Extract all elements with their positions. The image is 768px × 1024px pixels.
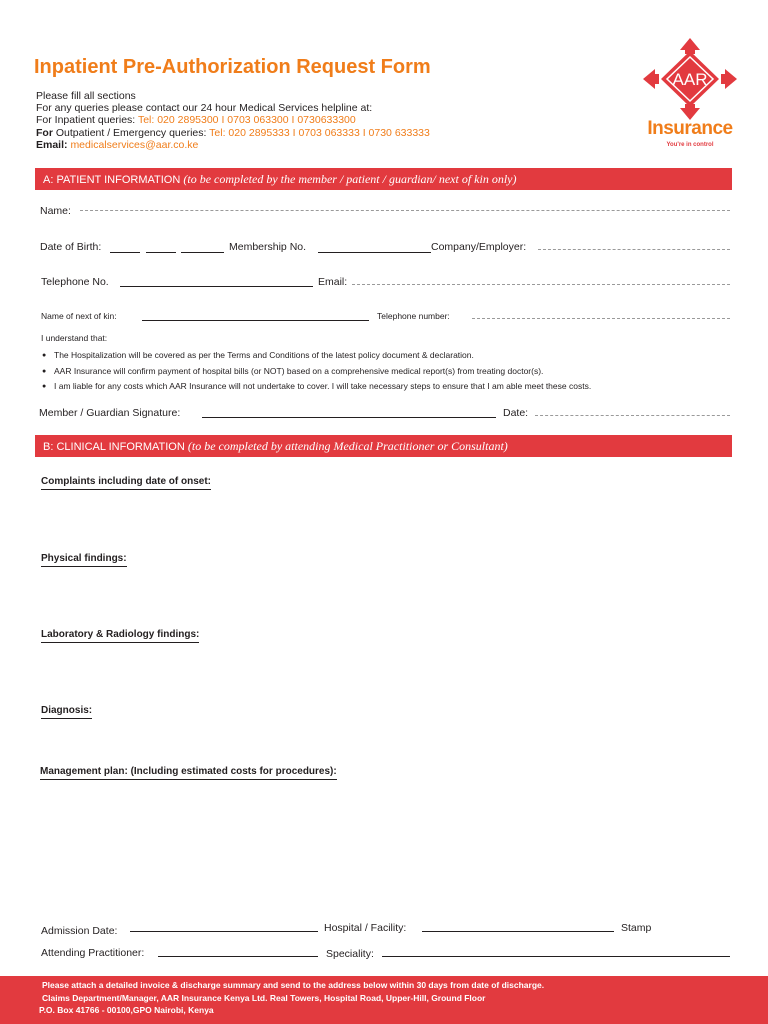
list-item: ● I am liable for any costs which AAR Insurance will not undertake to cover. I will take necessary steps to ensure that I am able meet these costs.: [42, 379, 591, 395]
next-of-kin-label: Name of next of kin:: [41, 311, 117, 321]
email-field-label: Email:: [318, 276, 348, 288]
name-label: Name:: [40, 205, 71, 217]
telephone-field[interactable]: [120, 286, 313, 287]
page-title: Inpatient Pre-Authorization Request Form: [34, 56, 431, 78]
inpatient-phones: Tel: 020 2895300 I 0703 063300 I 0730633300: [137, 114, 356, 127]
footer-po-box: P.O. Box 41766 - 00100,GPO Nairobi, Kenya: [39, 1005, 214, 1015]
section-a-header: [35, 168, 732, 190]
hospital-field[interactable]: [422, 931, 614, 932]
dob-label: Date of Birth:: [40, 241, 102, 253]
logo-mark: AAR: [672, 70, 708, 89]
inpatient-line: [36, 114, 430, 126]
aar-arrows-icon: [640, 38, 740, 120]
diagnosis-heading: Diagnosis:: [41, 705, 92, 719]
inpatient-label: For Inpatient queries:: [36, 114, 138, 127]
kin-telephone-field[interactable]: [472, 318, 730, 319]
intro-text: [36, 90, 430, 151]
outpatient-label: Outpatient / Emergency queries:: [52, 126, 210, 139]
outpatient-phones: Tel: 020 2895333 I 0703 063333 I 0730 633333: [209, 126, 430, 139]
physical-findings-heading: Physical findings:: [41, 553, 127, 567]
list-item: ● The Hospitalization will be covered as per the Terms and Conditions of the latest policy document & declaration.: [42, 348, 591, 364]
outpatient-line: [36, 127, 430, 139]
section-a-title: A: PATIENT INFORMATION: [43, 174, 184, 186]
logo-brand: Insurance: [647, 118, 733, 139]
aar-logo: [640, 38, 740, 150]
helpline-line: For any queries please contact our 24 hour Medical Services helpline at:: [36, 102, 373, 115]
email-label: Email:: [36, 138, 71, 151]
company-field[interactable]: [538, 249, 730, 250]
membership-label: Membership No.: [229, 241, 307, 253]
kin-telephone-label: Telephone number:: [377, 311, 450, 321]
list-item: ● AAR Insurance will confirm payment of hospital bills (or NOT) based on a comprehensive medical report(s) from treating doctor(s).: [42, 364, 591, 380]
management-plan-heading: Management plan: (Including estimated costs for procedures):: [40, 766, 337, 780]
speciality-field[interactable]: [382, 956, 730, 957]
practitioner-field[interactable]: [158, 956, 318, 957]
instruction-line: Please fill all sections: [36, 90, 136, 102]
footer-instruction: Please attach a detailed invoice & discharge summary and send to the address below within 30 days from date of discharge.: [42, 980, 545, 990]
next-of-kin-field[interactable]: [142, 320, 369, 321]
signature-label: Member / Guardian Signature:: [39, 407, 181, 419]
section-b-title: B: CLINICAL INFORMATION: [43, 441, 188, 453]
dob-day-field[interactable]: [110, 252, 140, 253]
dob-year-field[interactable]: [181, 252, 224, 253]
hospital-label: Hospital / Facility:: [324, 922, 407, 934]
email-link[interactable]: medicalservices@aar.co.ke: [70, 138, 199, 151]
stamp-label: Stamp: [621, 922, 652, 934]
complaints-heading: Complaints including date of onset:: [41, 476, 211, 490]
dob-month-field[interactable]: [146, 252, 176, 253]
footer-bar: [0, 976, 768, 1024]
section-a-note: (to be completed by the member / patient / guardian/ next of kin only): [183, 172, 517, 186]
logo-tagline: You're in control: [666, 142, 714, 148]
email-line: [36, 139, 430, 151]
telephone-label: Telephone No.: [41, 276, 109, 288]
outpatient-for: For: [36, 126, 53, 139]
company-label: Company/Employer:: [431, 241, 527, 253]
membership-field[interactable]: [318, 252, 431, 253]
name-field[interactable]: [80, 210, 730, 211]
lab-findings-heading: Laboratory & Radiology findings:: [41, 629, 199, 643]
section-b-note: (to be completed by attending Medical Practitioner or Consultant): [187, 439, 508, 453]
date-field[interactable]: [535, 415, 730, 416]
terms-list: [42, 348, 591, 395]
footer-address: Claims Department/Manager, AAR Insurance Kenya Ltd. Real Towers, Hospital Road, Upper-Hill, Ground Floor: [42, 992, 486, 1003]
admission-date-label: Admission Date:: [41, 925, 118, 937]
section-b-header: [35, 435, 732, 457]
signature-field[interactable]: [202, 417, 496, 418]
understand-label: I understand that:: [41, 333, 108, 343]
date-label: Date:: [503, 407, 529, 419]
practitioner-label: Attending Practitioner:: [41, 947, 145, 959]
speciality-label: Speciality:: [326, 948, 374, 960]
email-field[interactable]: [352, 284, 730, 285]
admission-date-field[interactable]: [130, 931, 318, 932]
